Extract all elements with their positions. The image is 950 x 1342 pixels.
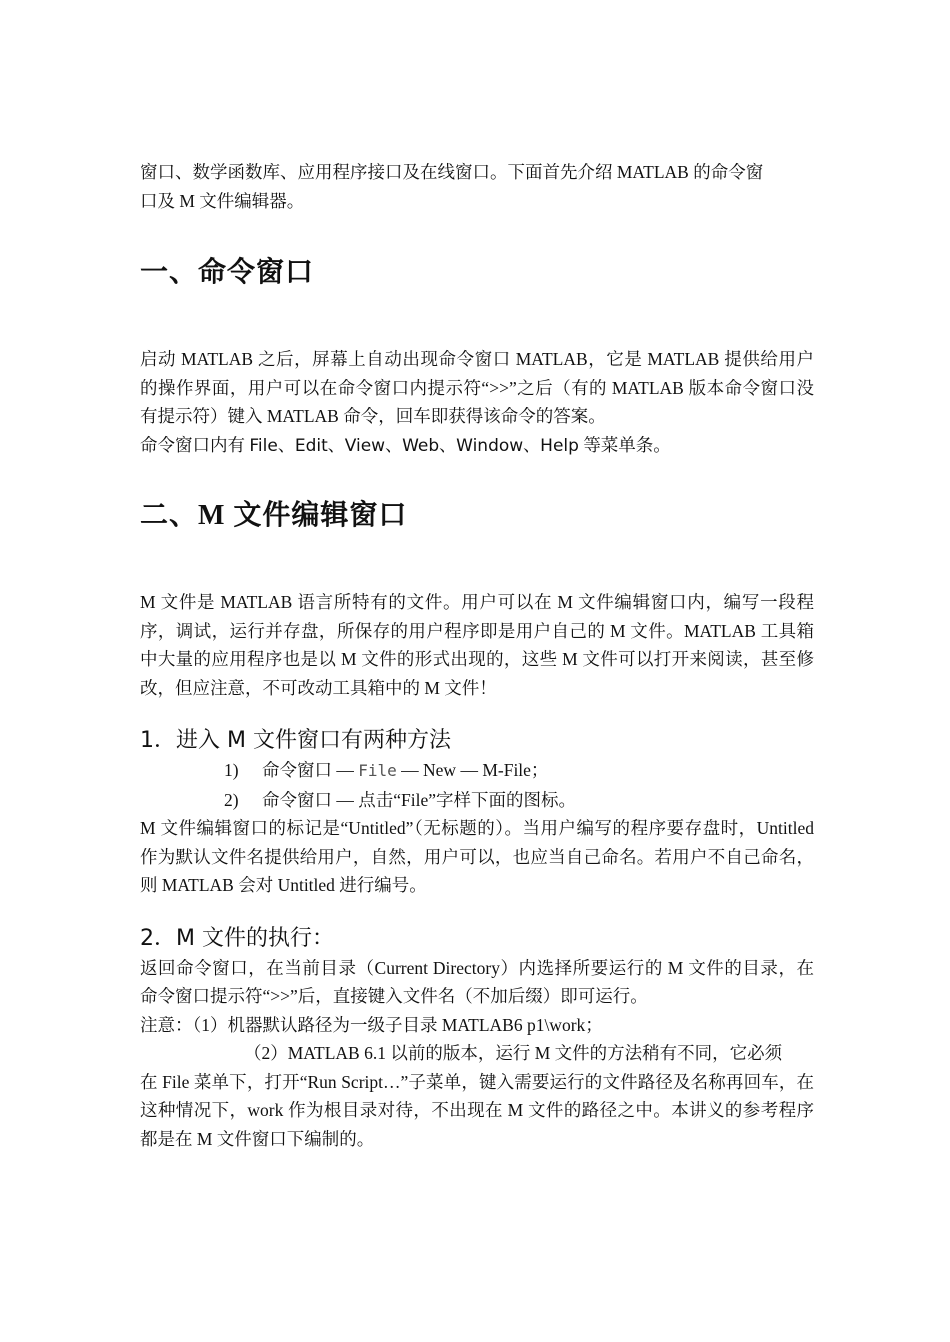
list-item-1-text-b: — New — M-File； xyxy=(396,760,549,780)
section-1-heading: 一、命令窗口 xyxy=(140,257,315,288)
list-item-1-text-a: 命令窗口 — xyxy=(262,760,359,780)
subsection-2-heading: 2．M 文件的执行： xyxy=(140,925,334,951)
list-item-2-number: 2) xyxy=(224,789,239,810)
section-2-paragraph: M 文件是 MATLAB 语言所特有的文件。用户可以在 M 文件编辑窗口内，编写一段程序，调试，运行并存盘，所保存的用户程序即是用户自己的 M 文件。MATLAB 工具箱中大量的应用程序也是以 M 文件的形式出现的，这些 M 文件可以打开来阅读，甚至修改，但应注意，不可改动工具箱中的 M 文件！ xyxy=(140,592,814,698)
list-item-1-number: 1) xyxy=(224,760,239,780)
menu-items-text: File、Edit、View、Web、Window、Help xyxy=(249,435,579,456)
list-item-2 xyxy=(140,786,814,815)
section-1-paragraph: 启动 MATLAB 之后，屏幕上自动出现命令窗口 MATLAB，它是 MATLAB 提供给用户的操作界面，用户可以在命令窗口内提示符“>>”之后（有的 MATLAB 版本命令窗口没有提示符）键入 MATLAB 命令，回车即获得该命令的答案。 xyxy=(140,349,814,426)
document-body xyxy=(140,158,814,1153)
subsection-1-heading: 1．进入 M 文件窗口有两种方法 xyxy=(140,728,451,753)
note-2-first-line: （2）MATLAB 6.1 以前的版本，运行 M 文件的方法稍有不同，它必须 xyxy=(244,1043,783,1063)
menu-line-suffix: 等菜单条。 xyxy=(578,434,671,455)
intro-line-2: 口及 M 文件编辑器。 xyxy=(140,190,305,211)
intro-line-1: 窗口、数学函数库、应用程序接口及在线窗口。下面首先介绍 MATLAB 的命令窗 xyxy=(140,162,764,182)
subsection-2-paragraph: 返回命令窗口，在当前目录（Current Directory）内选择所要运行的 M 文件的目录，在命令窗口提示符“>>”后，直接键入文件名（不加后缀）即可运行。 xyxy=(140,957,814,1006)
list-item-2-text: 命令窗口 — 点击“File”字样下面的图标。 xyxy=(262,789,577,810)
note-2-rest: 在 File 菜单下，打开“Run Script…”子菜单，键入需要运行的文件路径及名称再回车，在这种情况下，work 作为根目录对待，不出现在 M 文件的路径之中。本讲义的参考程序都是在 M 文件窗口下编制的。 xyxy=(140,1071,814,1149)
section-1-menu-line xyxy=(140,431,814,461)
subsection-1-paragraph: M 文件编辑窗口的标记是“Untitled”（无标题的）。当用户编写的程序要存盘时，Untitled 作为默认文件名提供给用户，自然，用户可以，也应当自己命名。若用户不自己命名，则 MATLAB 会对 Untitled 进行编号。 xyxy=(140,818,814,895)
section-2-heading: 二、M 文件编辑窗口 xyxy=(140,500,408,531)
list-item-1-file: File xyxy=(358,761,397,780)
menu-line-prefix: 命令窗口内有 xyxy=(140,434,250,455)
note-1: 注意：（1）机器默认路径为一级子目录 MATLAB6 p1\work； xyxy=(140,1014,603,1035)
list-item-1 xyxy=(140,756,814,786)
intro-paragraph xyxy=(140,158,814,215)
